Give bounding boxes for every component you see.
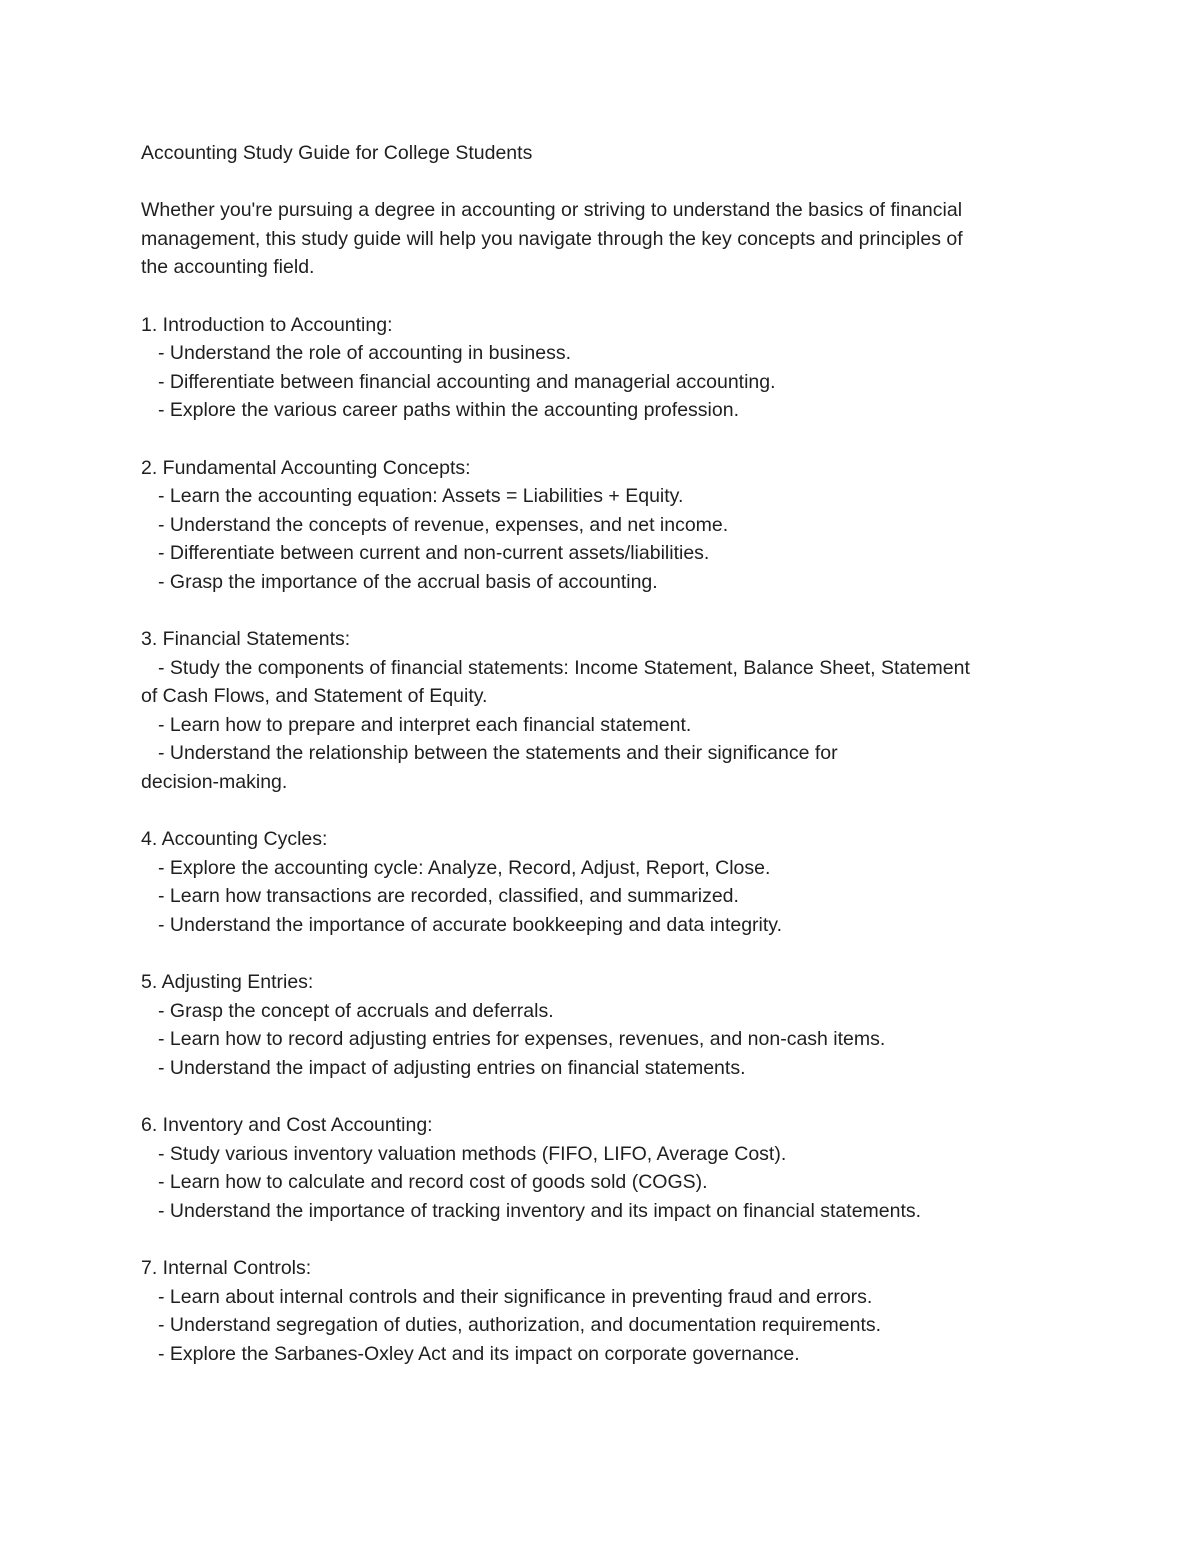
bullet-item: - Learn how to prepare and interpret each financial statement.: [158, 713, 692, 736]
section-heading: 2. Fundamental Accounting Concepts:: [141, 456, 471, 479]
section-heading: 5. Adjusting Entries:: [141, 971, 314, 994]
bullet-item: - Explore the various career paths within the accounting profession.: [158, 399, 739, 422]
spacer: [141, 1083, 1071, 1112]
spacer: [141, 940, 1071, 969]
spacer: [141, 597, 1071, 626]
bullet-item-continuation: decision-making.: [141, 771, 288, 794]
bullet-item: - Learn how to record adjusting entries for expenses, revenues, and non-cash items.: [158, 1028, 886, 1051]
bullet-item: - Understand segregation of duties, authorization, and documentation requirements.: [158, 1314, 882, 1337]
bullet-item: - Understand the relationship between the statements and their significance for: [158, 742, 838, 765]
bullet-item: - Differentiate between current and non-current assets/liabilities.: [158, 542, 710, 565]
spacer: [141, 1226, 1071, 1255]
spacer: [141, 168, 1071, 197]
spacer: [141, 425, 1071, 454]
bullet-item: - Explore the Sarbanes-Oxley Act and its impact on corporate governance.: [158, 1342, 800, 1365]
section-heading: 3. Financial Statements:: [141, 628, 351, 651]
section-heading: 7. Internal Controls:: [141, 1257, 312, 1280]
intro-line: Whether you're pursuing a degree in accounting or striving to understand the basics of financial: [141, 199, 963, 222]
bullet-item: - Understand the concepts of revenue, expenses, and net income.: [158, 513, 729, 536]
document-page: [141, 139, 1071, 1369]
section-heading: 6. Inventory and Cost Accounting:: [141, 1114, 433, 1137]
intro-line: the accounting field.: [141, 256, 315, 279]
bullet-item: - Differentiate between financial accounting and managerial accounting.: [158, 370, 776, 393]
bullet-item: - Grasp the importance of the accrual basis of accounting.: [158, 570, 658, 593]
bullet-item: - Understand the importance of tracking inventory and its impact on financial statements.: [158, 1199, 922, 1222]
section-heading: 1. Introduction to Accounting:: [141, 313, 393, 336]
bullet-item: - Study various inventory valuation methods (FIFO, LIFO, Average Cost).: [158, 1142, 787, 1165]
document-title: Accounting Study Guide for College Students: [141, 142, 533, 164]
bullet-item: - Learn how transactions are recorded, classified, and summarized.: [158, 885, 739, 908]
spacer: [141, 282, 1071, 311]
bullet-item: - Understand the role of accounting in business.: [158, 342, 571, 365]
bullet-item: - Learn about internal controls and their significance in preventing fraud and errors.: [158, 1285, 873, 1308]
bullet-item: - Learn the accounting equation: Assets = Liabilities + Equity.: [158, 485, 684, 508]
bullet-item: - Understand the impact of adjusting entries on financial statements.: [158, 1057, 746, 1079]
bullet-item: - Study the components of financial statements: Income Statement, Balance Sheet, Statement: [158, 656, 970, 679]
bullet-item-continuation: of Cash Flows, and Statement of Equity.: [141, 685, 488, 708]
bullet-item: - Grasp the concept of accruals and deferrals.: [158, 999, 554, 1022]
bullet-item: - Explore the accounting cycle: Analyze, Record, Adjust, Report, Close.: [158, 856, 771, 879]
spacer: [141, 797, 1071, 826]
bullet-item: - Understand the importance of accurate bookkeeping and data integrity.: [158, 914, 783, 937]
intro-line: management, this study guide will help you navigate through the key concepts and principles of: [141, 227, 963, 250]
section-heading: 4. Accounting Cycles:: [141, 828, 328, 851]
bullet-item: - Learn how to calculate and record cost of goods sold (COGS).: [158, 1171, 708, 1194]
